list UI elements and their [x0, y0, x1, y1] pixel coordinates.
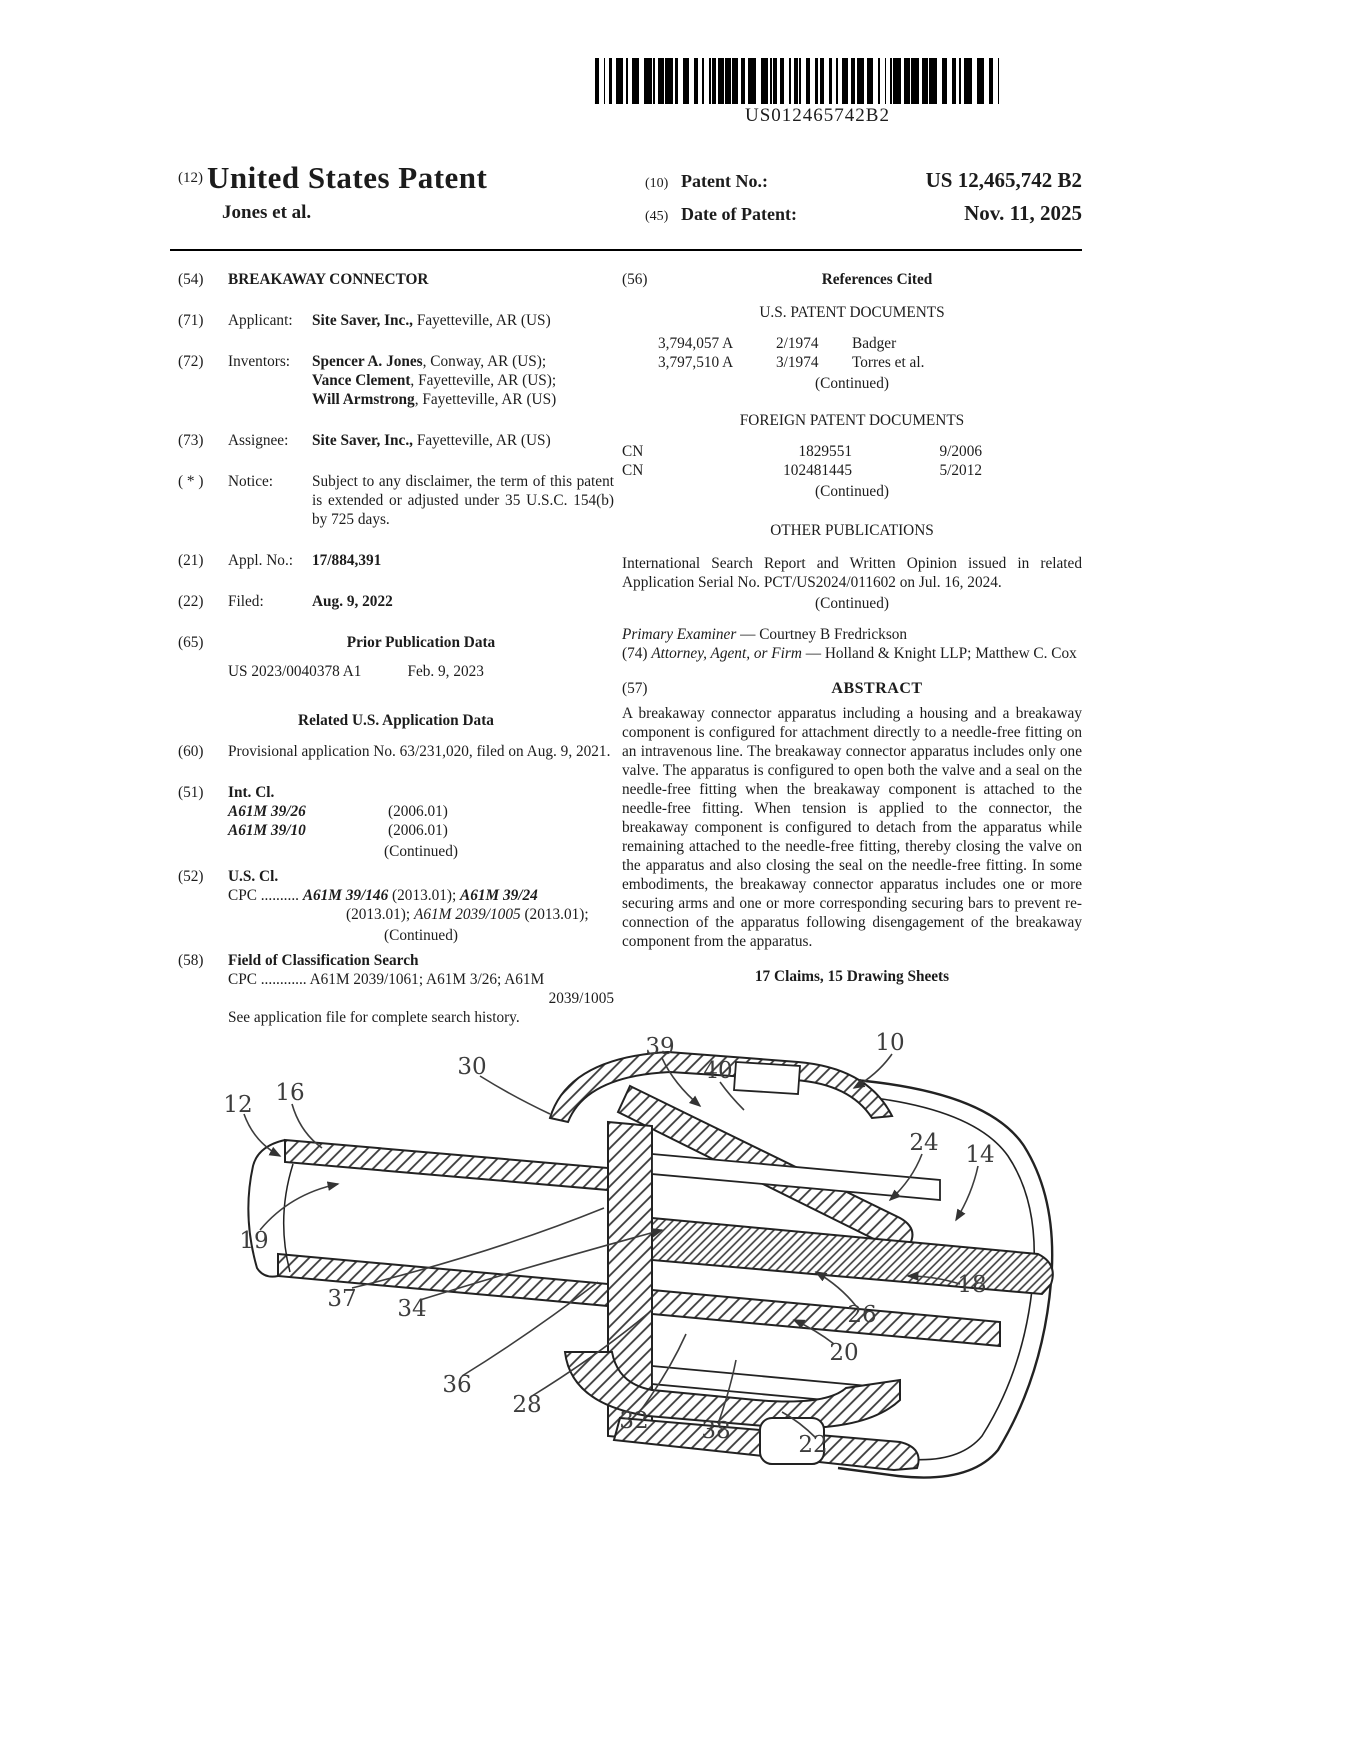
patent-no-value: US 12,465,742 B2: [925, 168, 1082, 192]
header-left: [178, 160, 487, 224]
notice-tag: ( * ): [178, 473, 204, 490]
figure-ref-20: 20: [829, 1340, 859, 1366]
patent-no-label: Patent No.:: [681, 171, 768, 191]
field-72-tag: (72): [178, 353, 204, 370]
field-notice: [178, 472, 614, 529]
us-cl-line1: [228, 886, 614, 905]
int-cl-row: [228, 802, 614, 821]
us-patents-continued: (Continued): [815, 375, 889, 392]
us-patents-heading: U.S. PATENT DOCUMENTS: [759, 304, 945, 321]
field-56-tag: (56): [622, 271, 648, 288]
us-cl-continued: (Continued): [384, 927, 458, 944]
figure-ref-22: 22: [798, 1432, 828, 1458]
primary-examiner-line: [622, 625, 1082, 644]
int-cl-heading: Int. Cl.: [228, 784, 275, 801]
field-72: [178, 352, 614, 409]
cpc-prefix: CPC ..........: [228, 887, 303, 904]
abstract-text: A breakaway connector apparatus including a housing and a breakaway component is configured for attachment directly to a needle-free fitting on an intravenous line. The breakaway connector apparatus includes only one valve. The apparatus is configured to open both the valve and a seal on the needle-free fitting when the breakaway component is attached to the needle-free fitting. When tension is applied to the connector, the breakaway component is configured to detach from the apparatus while remaining attached to the needle-free fitting, thereby closing the valve on the apparatus and also closing the seal on the needle-free fitting. In some embodiments, the breakaway connector apparatus includes one or more securing arms and one or more corresponding securing bars to prevent re-connection of the apparatus following disengagement of the breakaway component from the apparatus.: [622, 705, 1082, 950]
figure-ref-19: 19: [239, 1228, 269, 1254]
other-publications-continued: (Continued): [815, 595, 889, 612]
field-60: [178, 742, 614, 761]
field-search-line2: 2039/1005: [548, 990, 614, 1007]
document-title: United States Patent: [207, 160, 488, 195]
field-22-tag: (22): [178, 593, 204, 610]
int-cl-class: A61M 39/10: [228, 822, 306, 839]
field-73-tag: (73): [178, 432, 204, 449]
inventor-address: , Fayetteville, AR (US): [414, 391, 557, 408]
figure-ref-16: 16: [275, 1080, 305, 1106]
int-cl-version: (2006.01): [388, 822, 448, 839]
assignee-value: [312, 431, 614, 450]
figure-1: [200, 1022, 1080, 1502]
us-patent-name: Badger: [852, 335, 897, 352]
field-54: [178, 270, 614, 289]
field-search-block: [228, 951, 614, 1027]
field-search-line3: See application file for complete search history.: [228, 1009, 520, 1026]
claims-line: 17 Claims, 15 Drawing Sheets: [754, 968, 950, 985]
abstract-heading: ABSTRACT: [831, 680, 923, 697]
int-cl-row: [228, 821, 614, 840]
foreign-patents-heading: FOREIGN PATENT DOCUMENTS: [739, 412, 965, 429]
kind-code: (12): [178, 170, 203, 186]
field-56: [622, 270, 1082, 289]
related-app-heading: Related U.S. Application Data: [298, 712, 494, 729]
notice-text: Subject to any disclaimer, the term of this patent is extended or adjusted under 35 U.S.C. 154(b) by 725 days.: [312, 473, 614, 528]
field-52: [178, 867, 614, 945]
figure-ref-12: 12: [223, 1092, 253, 1118]
figure-ref-24: 24: [909, 1130, 939, 1156]
figure-ref-14: 14: [965, 1142, 995, 1168]
left-tube: [248, 1140, 608, 1306]
int-cl-block: [228, 783, 614, 861]
prior-pub-heading: Prior Publication Data: [346, 634, 496, 651]
attorney-name: — Holland & Knight LLP; Matthew C. Cox: [801, 645, 1077, 662]
figure-ref-18: 18: [957, 1272, 987, 1298]
int-cl-version: (2006.01): [388, 803, 448, 820]
inventor-entry: [312, 390, 614, 409]
references-heading: References Cited: [821, 271, 933, 288]
field-54-tag: (54): [178, 271, 204, 288]
filed-value: Aug. 9, 2022: [312, 593, 393, 610]
us-patent-name: Torres et al.: [852, 354, 925, 371]
other-publications-heading: OTHER PUBLICATIONS: [770, 522, 934, 539]
figure-ref-30: 30: [457, 1054, 487, 1080]
appl-no-value: 17/884,391: [312, 552, 382, 569]
barcode-bars: [595, 58, 1040, 104]
filed-label: Filed:: [228, 593, 264, 610]
invention-title: BREAKAWAY CONNECTOR: [228, 271, 429, 288]
us-cl-line2: [346, 905, 614, 924]
left-column: [178, 270, 614, 1049]
inventor-address: , Fayetteville, AR (US);: [410, 372, 557, 389]
prior-pub-number: US 2023/0040378 A1: [228, 663, 362, 680]
barcode-text: US012465742B2: [745, 105, 890, 126]
int-cl-continued: (Continued): [384, 843, 458, 860]
foreign-country: CN: [622, 443, 644, 460]
foreign-date: 5/2012: [939, 462, 982, 479]
assignee-address: Fayetteville, AR (US): [413, 432, 551, 449]
primary-examiner-label: Primary Examiner: [622, 626, 737, 643]
field-65-tag: (65): [178, 634, 204, 651]
field-search-heading: Field of Classification Search: [228, 952, 419, 969]
patent-no-code: (10): [645, 176, 669, 191]
field-58: [178, 951, 614, 1027]
field-search-line1: CPC ............ A61M 2039/1061; A61M 3/26; A61M: [228, 971, 545, 988]
us-cl-heading: U.S. Cl.: [228, 868, 279, 885]
provisional-text: Provisional application No. 63/231,020, filed on Aug. 9, 2021.: [228, 743, 611, 760]
header-right: [645, 168, 1082, 234]
notice-label: Notice:: [228, 473, 274, 490]
foreign-patents-continued: (Continued): [815, 483, 889, 500]
cpc-text: (2013.01);: [346, 906, 414, 923]
other-publications-text: International Search Report and Written Opinion issued in related Application Serial No. PCT/US2024/011602 on Jul. 16, 2024.: [622, 555, 1082, 591]
date-label: Date of Patent:: [681, 204, 797, 224]
figure-ref-40: 40: [703, 1058, 733, 1084]
foreign-patent-row: [622, 442, 1082, 461]
field-22: [178, 592, 614, 611]
us-patent-row: [658, 334, 1082, 353]
figure-drawing: [200, 1022, 1080, 1502]
applicant-label: Applicant:: [228, 312, 293, 329]
cpc-class: A61M 39/146: [302, 887, 389, 904]
inventor-line: Jones et al.: [222, 202, 312, 223]
us-patent-number: 3,797,510 A: [658, 354, 734, 371]
figure-ref-28: 28: [512, 1392, 542, 1418]
inventors-label: Inventors:: [228, 353, 291, 370]
dome-slot: [734, 1062, 800, 1094]
applicant-address: Fayetteville, AR (US): [413, 312, 551, 329]
abstract-header: [622, 679, 1082, 698]
assignee-name: Site Saver, Inc.,: [312, 432, 413, 449]
figure-ref-39: 39: [645, 1034, 675, 1060]
field-51-tag: (51): [178, 784, 204, 801]
figure-ref-38: 38: [701, 1418, 731, 1444]
field-73: [178, 431, 614, 450]
field-21-tag: (21): [178, 552, 204, 569]
inventor-name: Vance Clement: [312, 372, 411, 389]
foreign-number: 1829551: [798, 443, 852, 460]
int-cl-class: A61M 39/26: [228, 803, 306, 820]
foreign-country: CN: [622, 462, 644, 479]
figure-ref-32: 32: [619, 1408, 649, 1434]
figure-ref-34: 34: [397, 1296, 427, 1322]
figure-ref-37: 37: [327, 1286, 357, 1312]
inventor-address: , Conway, AR (US);: [422, 353, 547, 370]
field-58-tag: (58): [178, 952, 204, 969]
inventor-entry: [312, 352, 614, 371]
us-patent-date: 2/1974: [776, 335, 819, 352]
us-patent-row: [658, 353, 1082, 372]
figure-ref-10: 10: [875, 1030, 905, 1056]
attorney-label: Attorney, Agent, or Firm: [651, 645, 802, 662]
date-value: Nov. 11, 2025: [964, 201, 1082, 225]
prior-pub-row: [228, 662, 614, 681]
foreign-date: 9/2006: [939, 443, 982, 460]
cpc-class: A61M 39/24: [460, 887, 538, 904]
inventor-name: Spencer A. Jones: [312, 353, 423, 370]
us-patent-number: 3,794,057 A: [658, 335, 734, 352]
applicant-name: Site Saver, Inc.,: [312, 312, 413, 329]
field-65: [178, 633, 614, 652]
appl-no-label: Appl. No.:: [228, 552, 294, 569]
foreign-number: 102481445: [783, 462, 852, 479]
field-52-tag: (52): [178, 868, 204, 885]
field-60-tag: (60): [178, 743, 204, 760]
attorney-tag: (74): [622, 645, 652, 662]
figure-ref-36: 36: [442, 1372, 472, 1398]
us-cl-block: [228, 867, 614, 945]
right-column: [622, 270, 1082, 986]
inventor-name: Will Armstrong: [312, 391, 415, 408]
cpc-text: (2013.01);: [520, 906, 589, 923]
us-patent-date: 3/1974: [776, 354, 819, 371]
barcode: [595, 58, 1040, 126]
prior-pub-date: Feb. 9, 2023: [407, 663, 484, 680]
header-divider: [170, 249, 1082, 251]
cpc-text: (2013.01);: [388, 887, 461, 904]
field-57-tag: (57): [622, 680, 648, 697]
primary-examiner-name: — Courtney B Fredrickson: [736, 626, 908, 643]
field-71: [178, 311, 614, 330]
assignee-label: Assignee:: [228, 432, 289, 449]
field-51: [178, 783, 614, 861]
field-21: [178, 551, 614, 570]
figure-ref-26: 26: [847, 1302, 877, 1328]
attorney-line: [622, 644, 1082, 663]
date-code: (45): [645, 209, 669, 224]
field-71-tag: (71): [178, 312, 204, 329]
inventor-entry: [312, 371, 614, 390]
foreign-patent-row: [622, 461, 1082, 480]
cpc-class: A61M 2039/1005: [413, 906, 521, 923]
applicant-value: [312, 311, 614, 330]
inventors-list: [312, 352, 614, 409]
